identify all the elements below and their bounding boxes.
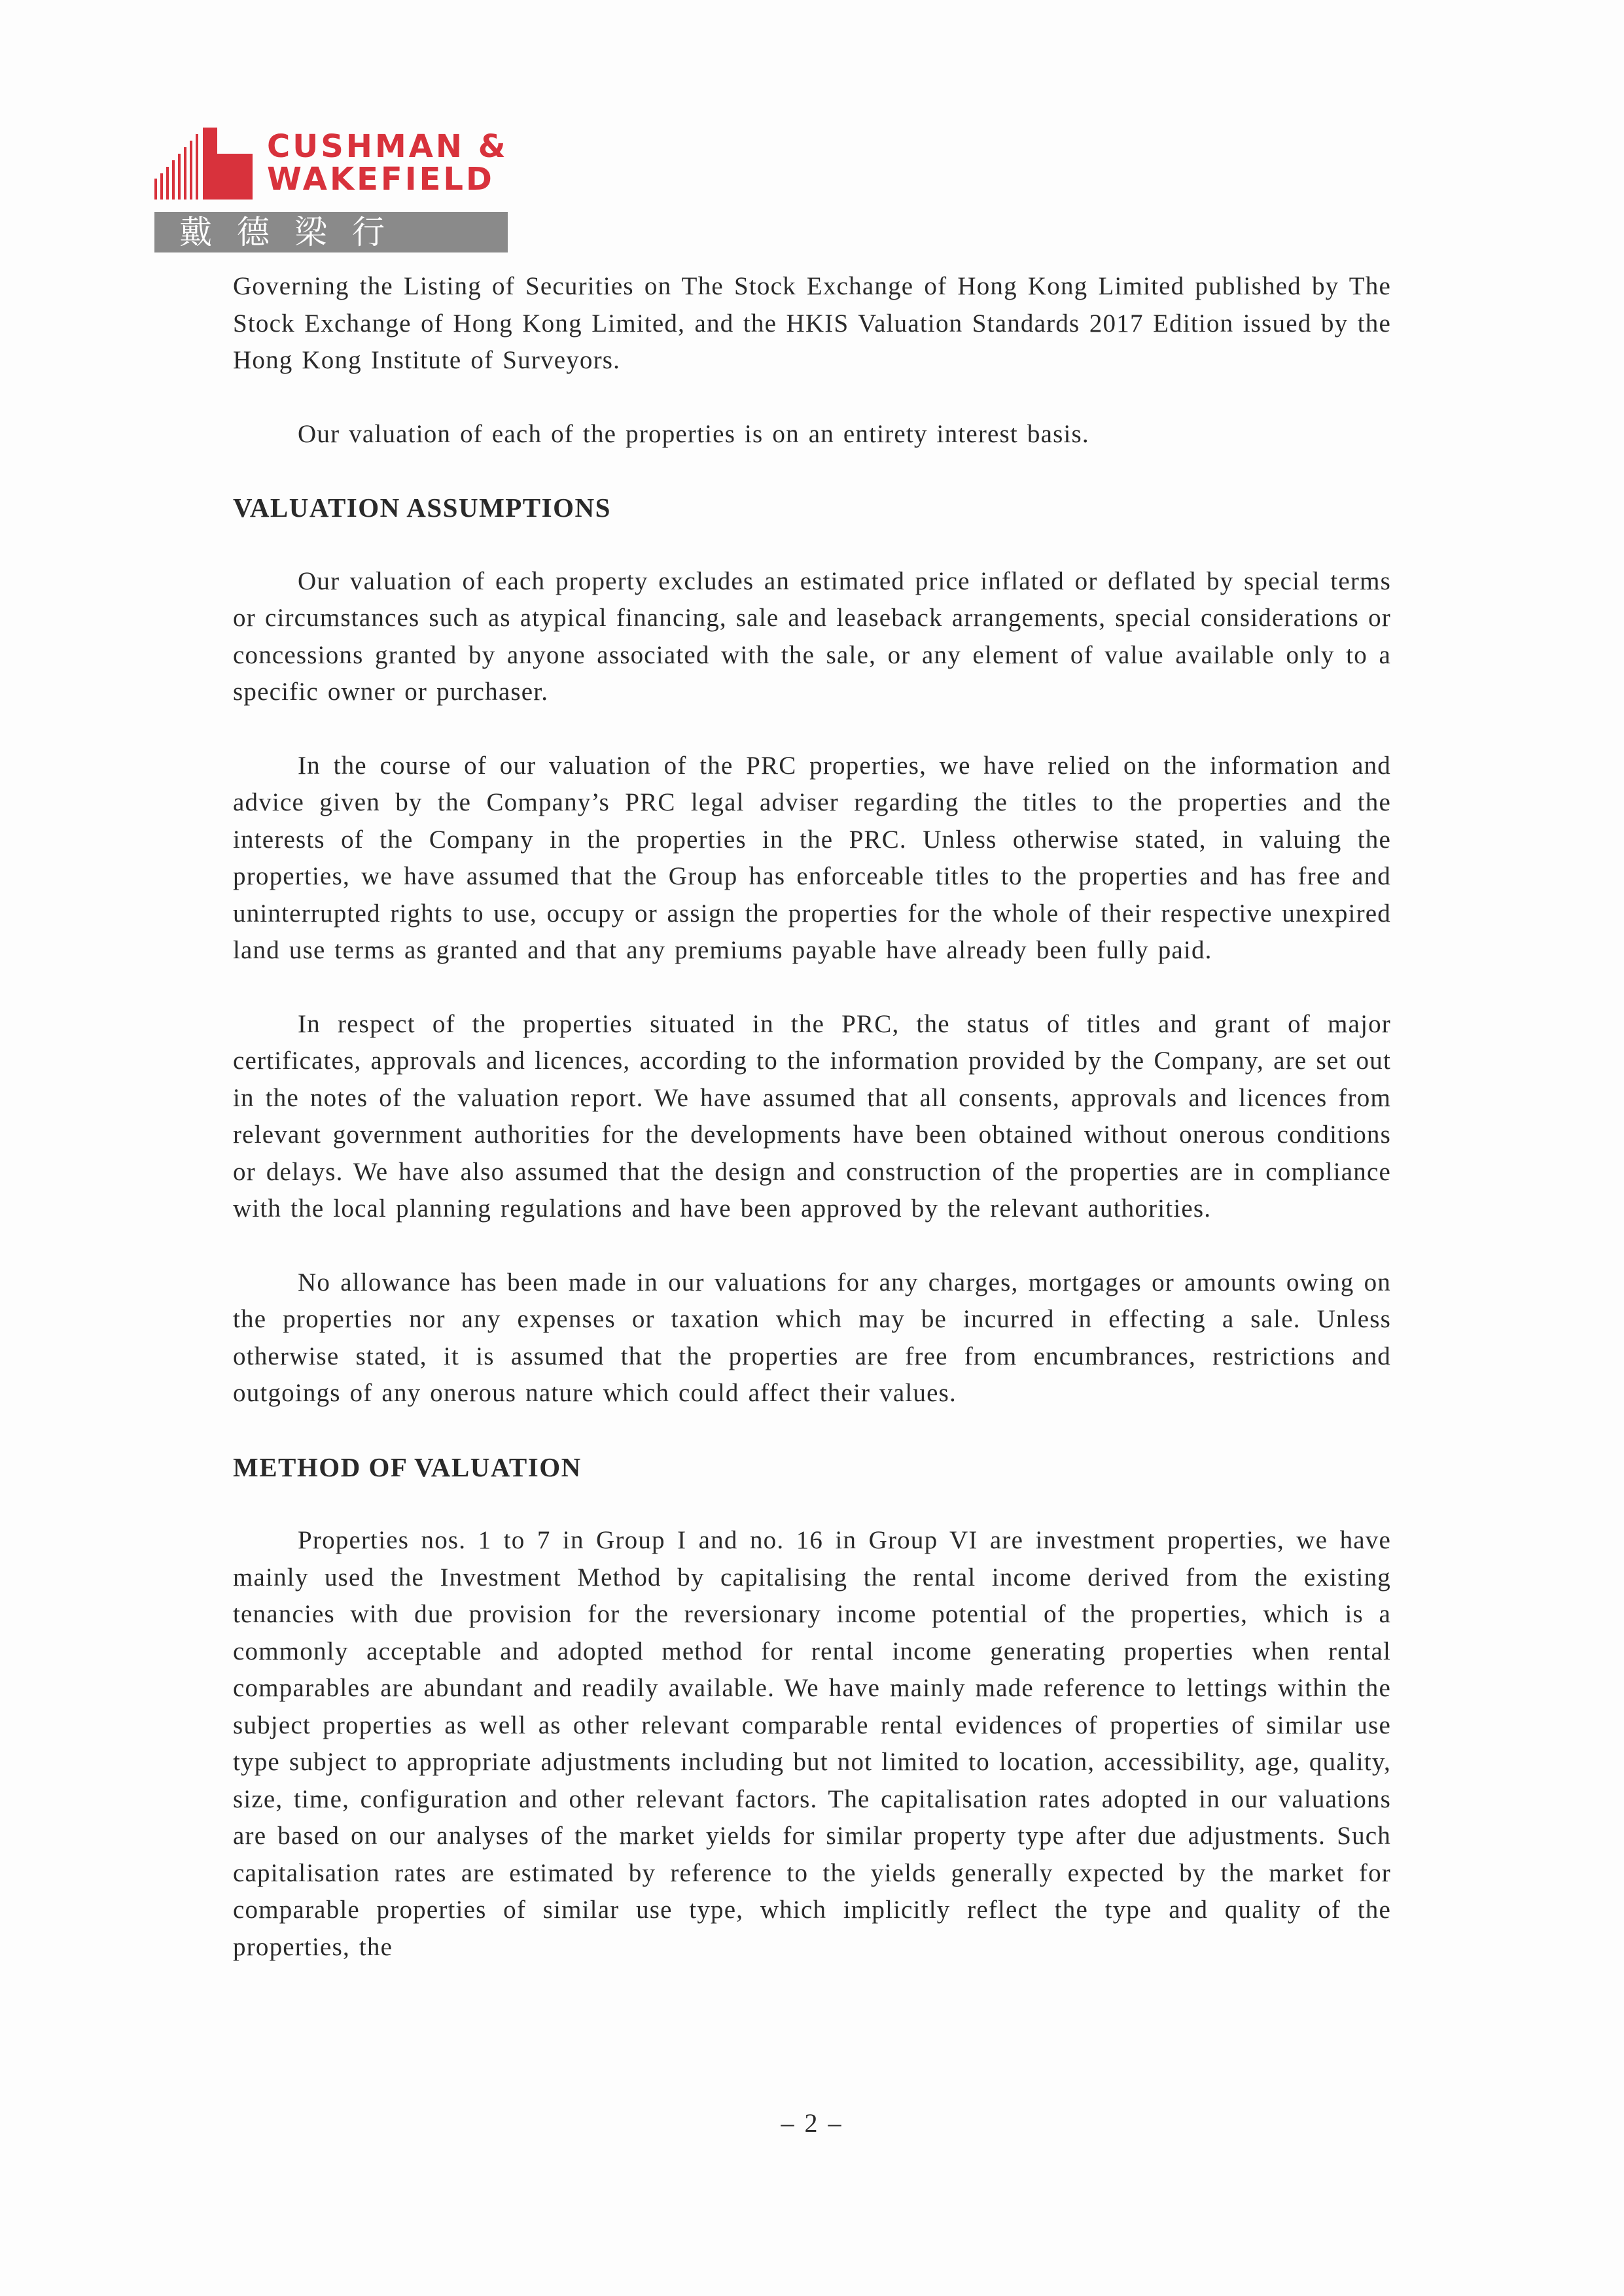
document-body: [233, 268, 1391, 1966]
building-bars-icon: [154, 128, 262, 200]
paragraph-entirety-interest: Our valuation of each of the properties is on an entirety interest basis.: [298, 419, 1089, 448]
paragraph-excluded-price: Our valuation of each property excludes an estimated price inflated or deflated by special terms or circumstances such as atypical financing, sale and leaseback arrangements, special considerations or concessions granted by anyone associated with the sale, or any element of value available only to a specific owner or purchaser.: [233, 566, 1391, 706]
paragraph-titles-and-licences: In respect of the properties situated in the PRC, the status of titles and grant of major certificates, approvals and licences, according to the information provided by the Company, are set out in the notes of the valuation report. We have assumed that all consents, approvals and licences from relevant government authorities for the developments have been obtained without onerous conditions or delays. We have also assumed that the design and construction of the properties are in compliance with the local planning regulations and have been approved by the relevant authorities.: [233, 1009, 1391, 1223]
page-number: – 2 –: [781, 2108, 843, 2138]
paragraph-investment-method: Properties nos. 1 to 7 in Group I and no. 16 in Group VI are investment properties, we have mainly used the Investment Method by capitalising the rental income derived from the existing tenancies with due provision for the reversionary income potential of the properties, which is a commonly acceptable and adopted method for rental income generating properties when rental comparables are abundant and readily available. We have mainly made reference to lettings within the subject properties as well as other relevant comparable rental evidences of properties of similar use type subject to appropriate adjustments including but not limited to location, accessibility, age, quality, size, time, configuration and other relevant factors. The capitalisation rates adopted in our valuations are based on our analyses of the market yields for similar property type after due adjustments. Such capitalisation rates are estimated by reference to the yields generally expected by the market for comparable properties of similar use type, which implicitly reflect the type and quality of the properties, the: [233, 1526, 1391, 1961]
paragraph-listing-rules: Governing the Listing of Securities on The Stock Exchange of Hong Kong Limited published by The Stock Exchange of Hong Kong Limited, and the HKIS Valuation Standards 2017 Edition issued by the Hong Kong Institute of Surveyors.: [233, 272, 1391, 374]
paragraph-prc-legal-advice: In the course of our valuation of the PRC properties, we have relied on the information and advice given by the Company’s PRC legal adviser regarding the titles to the properties and the interests of the Company in the properties in the PRC. Unless otherwise stated, in valuing the properties, we have assumed that the Group has enforceable titles to the properties and has free and uninterrupted rights to use, occupy or assign the properties for the whole of their respective unexpired land use terms as granted and that any premiums payable have already been fully paid.: [233, 751, 1391, 964]
heading-valuation-assumptions: VALUATION ASSUMPTIONS: [233, 493, 611, 523]
brand-name: CUSHMAN & WAKEFIELD: [267, 128, 508, 198]
paragraph-no-allowance: No allowance has been made in our valuations for any charges, mortgages or amounts owing on the properties nor any expenses or taxation which may be incurred in effecting a sale. Unless otherwise stated, it is assumed that the properties are free from encumbrances, restrictions and outgoings of any onerous nature which could affect their values.: [233, 1268, 1391, 1407]
brand-chinese-bar: [154, 212, 508, 252]
company-logo: [154, 128, 508, 258]
heading-method-of-valuation: METHOD OF VALUATION: [233, 1452, 582, 1482]
brand-chinese-name: 戴德梁行: [179, 213, 410, 251]
